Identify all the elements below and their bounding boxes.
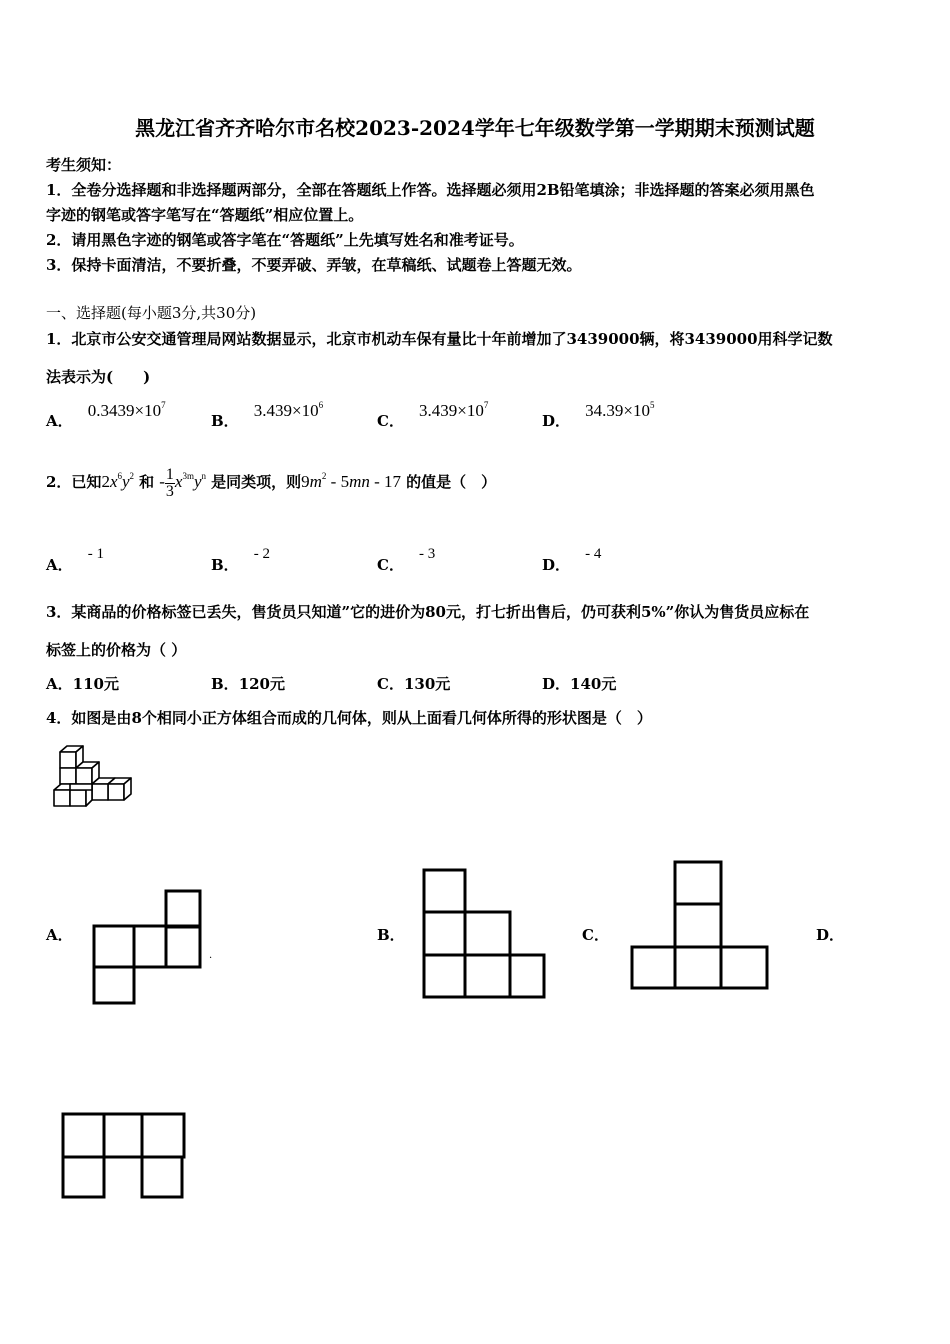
q3-stem-line-2: 标签上的价格为（ ） [46, 641, 187, 659]
option-value: $0.3439\times 10^7$ [87, 400, 166, 420]
q3-option-c[interactable] [377, 673, 450, 694]
q3-option-d[interactable] [542, 673, 616, 694]
option-label: A． [46, 675, 73, 693]
q2-stem [46, 458, 496, 500]
notice-heading: 考生须知： [46, 156, 122, 174]
option-value: - 4 [585, 546, 602, 562]
q3-option-b[interactable] [211, 673, 285, 694]
q4-option-a-dot: . [209, 950, 213, 961]
q2-term-2: - $\frac{1}{3}$ $x^{3m}y^n$ [159, 465, 207, 500]
option-label: B． [211, 556, 239, 574]
q2-and: 和 [139, 473, 155, 491]
option-value: $3.439\times 10^7$ [419, 400, 489, 420]
q2-suffix: 的值是（ ） [406, 473, 497, 491]
option-label: C． [377, 412, 404, 430]
q1-stem-line-1: 1．北京市公安交通管理局网站数据显示，北京市机动车保有量比十年前增加了3439000辆，将3439000用科学记数 [46, 330, 833, 348]
notice-item-1-line-2: 字迹的钢笔或答字笔写在“答题纸”相应位置上。 [46, 206, 364, 224]
option-value: 120元 [238, 675, 285, 693]
q3-stem-line-1: 3．某商品的价格标签已丢失，售货员只知道”它的进价为80元，打七折出售后，仍可获利5%”你认为售货员应标在 [46, 603, 810, 621]
q2-option-a[interactable] [46, 542, 104, 574]
option-value: $34.39\times 10^5$ [585, 400, 655, 420]
option-label: A． [46, 556, 73, 574]
option-label: D． [542, 675, 571, 693]
q1-option-c[interactable] [377, 400, 489, 430]
q4-option-b-label[interactable]: B． [377, 926, 405, 944]
q2-middle: 是同类项，则 [211, 473, 302, 491]
q4-option-c-figure[interactable] [628, 858, 772, 992]
notice-item-3: 3．保持卡面清洁，不要折叠，不要弄破、弄皱，在草稿纸、试题卷上答题无效。 [46, 256, 582, 274]
q2-term-1: $2x^6y^2$ [101, 471, 135, 491]
q4-stem: 4．如图是由8个相同小正方体组合而成的几何体，则从上面看几何体所得的形状图是（ ） [46, 709, 652, 727]
q4-option-b-figure[interactable] [420, 866, 548, 1002]
option-value: - 3 [419, 546, 436, 562]
q2-expression: $9m^2 - 5mn - 17$ [301, 471, 402, 491]
notice-item-2: 2．请用黑色字迹的钢笔或答字笔在“答题纸”上先填写姓名和准考证号。 [46, 231, 524, 249]
page-title: 黑龙江省齐齐哈尔市名校2023-2024学年七年级数学第一学期期末预测试题 [135, 116, 815, 140]
option-label: D． [542, 412, 571, 430]
q4-option-c-label[interactable]: C． [582, 926, 609, 944]
q4-option-a-label[interactable]: A． [46, 926, 73, 944]
q1-option-b[interactable] [211, 400, 324, 430]
q1-stem-line-2: 法表示为( ) [46, 368, 151, 386]
option-label: B． [211, 675, 239, 693]
option-value: - 1 [87, 546, 104, 562]
q4-option-a-figure[interactable] [88, 886, 213, 1006]
option-value: $3.439\times 10^6$ [253, 400, 324, 420]
q1-option-a[interactable] [46, 400, 166, 430]
q2-option-d[interactable] [542, 542, 602, 574]
q1-option-d[interactable] [542, 400, 655, 430]
cube-solid-figure [50, 744, 134, 816]
q4-option-d-label[interactable]: D． [816, 926, 845, 944]
q3-option-a[interactable] [46, 673, 119, 694]
q2-prefix: 2．已知 [46, 473, 102, 491]
option-label: B． [211, 412, 239, 430]
q2-option-c[interactable] [377, 542, 436, 574]
option-value: 130元 [403, 675, 451, 693]
section-heading: 一、选择题(每小题3分,共30分) [46, 304, 257, 322]
option-label: C． [377, 556, 404, 574]
option-label: D． [542, 556, 571, 574]
option-label: A． [46, 412, 73, 430]
q2-option-b[interactable] [211, 542, 271, 574]
option-value: - 2 [253, 546, 271, 562]
option-label: C． [377, 675, 404, 693]
option-value: 140元 [570, 675, 617, 693]
notice-item-1-line-1: 1．全卷分选择题和非选择题两部分，全部在答题纸上作答。选择题必须用2B铅笔填涂；非选择题的答案必须用黑色 [46, 181, 815, 199]
q4-option-d-figure[interactable] [58, 1110, 190, 1202]
option-value: 110元 [72, 675, 119, 693]
